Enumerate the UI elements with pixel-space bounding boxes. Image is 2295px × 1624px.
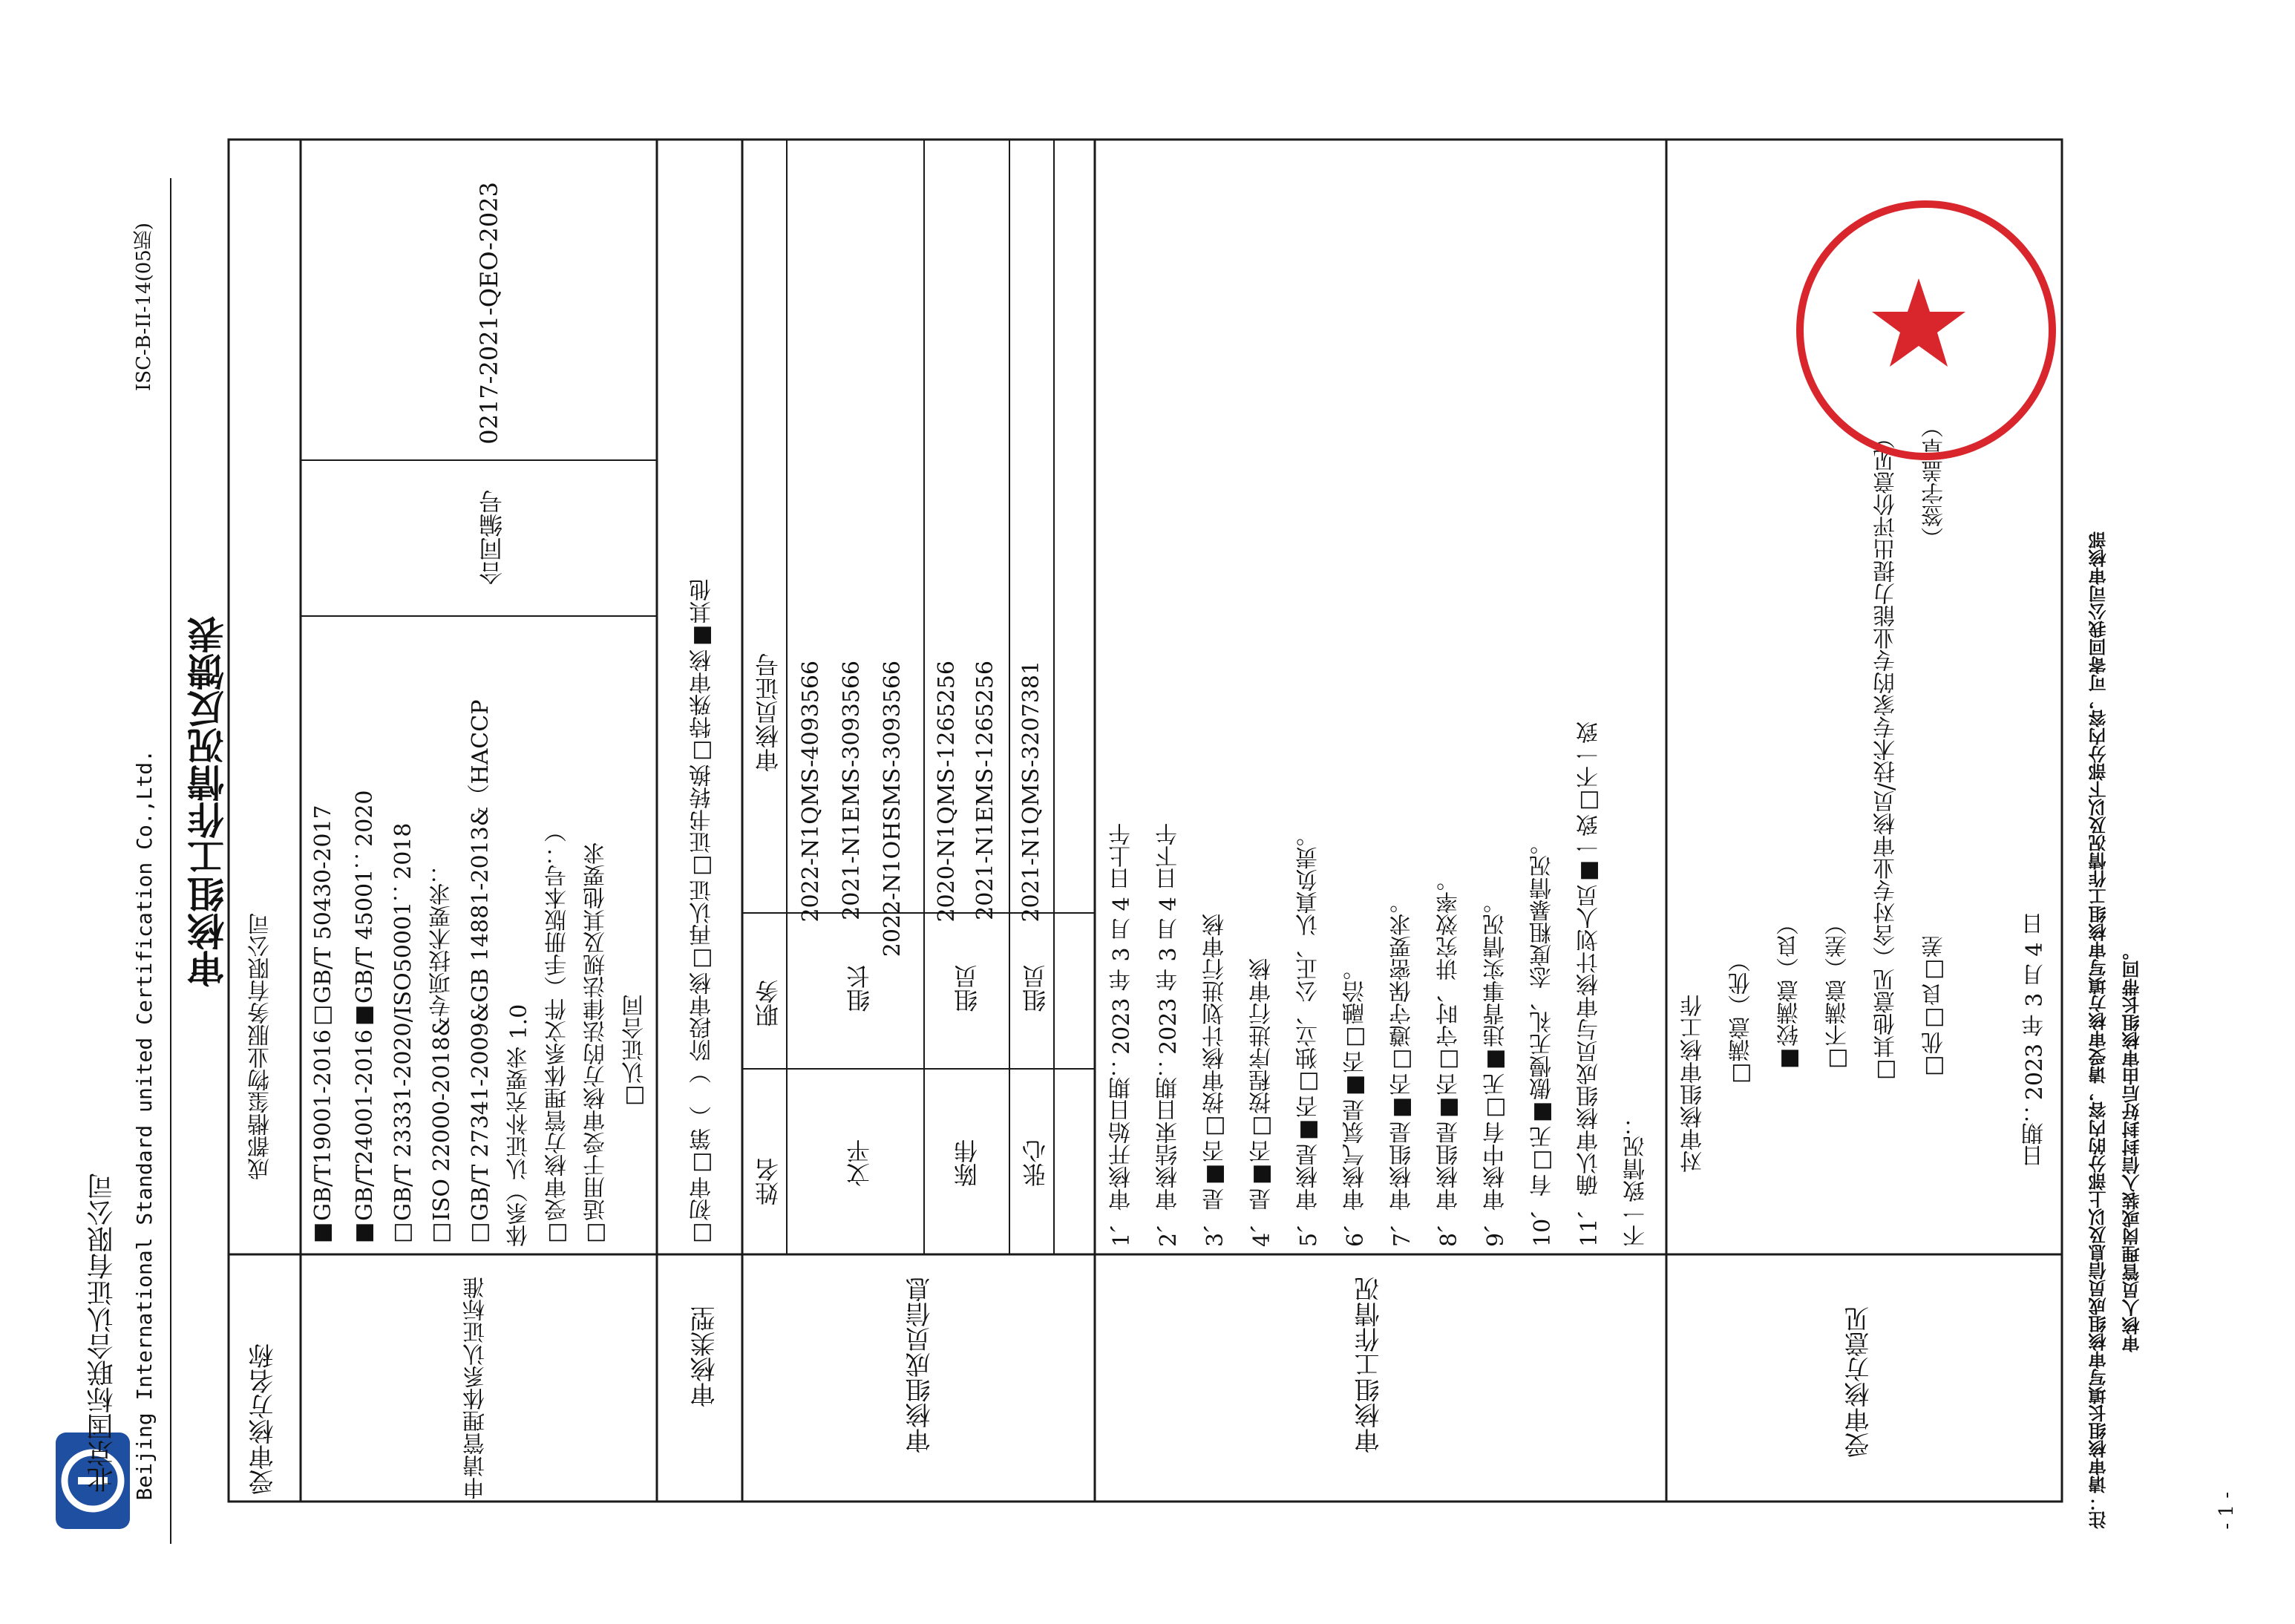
auditee-label: 受审核方名称 (249, 1343, 278, 1495)
work-item: 1、审核开始日期：2023 年 3 月 4 日上午 (1109, 822, 1135, 1247)
member-name: 文平 (845, 1139, 874, 1187)
member-cert: 2022-N1OHSMS-3093566 (880, 661, 906, 957)
audit-type-label: 审核类型 (690, 1306, 720, 1407)
standard-line-3: □GB/T 23331-2020/ISO50001：2018 (390, 822, 416, 1247)
standard-line-4: □ISO 22000-2018&专项技术要求： (429, 860, 455, 1247)
standard-line-6: 体系）认证补充要求 1.0 (506, 1003, 532, 1247)
opinion-label: 受审核方意见 (1844, 1306, 1874, 1458)
work-item: 2、审核结束日期：2023 年 3 月 4 日下午 (1156, 822, 1182, 1247)
opinion-option: □不满意（差） (1825, 913, 1851, 1073)
standards-label: 申请管理体系认证标准 (463, 1277, 489, 1499)
page-title: 审核组工作情况反馈表 (186, 616, 230, 987)
team-header-role: 职务 (754, 980, 782, 1027)
form-code: ISC-B-II-14(05版) (133, 223, 155, 391)
work-item: 不一致情况： (1623, 1113, 1649, 1247)
member-cert: 2022-N1QMS-4093566 (798, 661, 824, 923)
member-cert: 2021-N1EMS-1265256 (972, 661, 998, 920)
team-header-cert: 审核员证号 (754, 653, 782, 772)
audit-type-value: □初审□第（ ）阶段审核□再认证□证书转换□特殊审核■其他 (690, 579, 716, 1247)
opinion-option: □优□良□差 (1922, 935, 1948, 1080)
work-item: 10、有□无■傲慢无礼、态度粗暴情况。 (1530, 832, 1556, 1247)
work-item: 7、审核组是■否□遵守保密要求。 (1389, 891, 1415, 1247)
member-cert: 2021-N1QMS-3207381 (1018, 661, 1044, 923)
standard-line-9: □认证合同 (622, 995, 648, 1110)
opinion-option: □其他意见（含对专业审核员/技术专家的专业能力提出评价意见） (1873, 426, 1899, 1084)
opinion-option: □满意（优） (1729, 950, 1755, 1087)
member-role: 组员 (953, 965, 981, 1012)
team-label: 审核组成员信息 (906, 1277, 935, 1453)
standard-line-5: □GB/T 27341-2009&GB 14881-2013&（HACCP (468, 699, 494, 1247)
member-role: 组长 (845, 965, 874, 1012)
auditee-value: 成都楷玺物业服务有限公司 (248, 913, 274, 1180)
work-item: 6、审核气氛是■否□融洽。 (1343, 957, 1369, 1247)
work-item: 4、是■否□按程序进行审核 (1249, 957, 1275, 1247)
contract-label: 合同编号 (478, 490, 506, 585)
member-cert: 2020-N1QMS-1265256 (934, 661, 960, 923)
opinion-item: 对审核组审核工作 (1680, 995, 1706, 1173)
team-header-name: 姓名 (754, 1158, 782, 1205)
member-name: 张心 (1021, 1139, 1050, 1187)
standard-line-1: ■GB/T19001-2016□GB/T 50430-2017 (310, 805, 336, 1247)
company-stamp-icon (1796, 200, 2056, 460)
work-item: 3、是■否□按审核计划进行审核 (1202, 913, 1228, 1247)
sign-label: （签字盖章） (1922, 416, 1948, 549)
work-item: 11、确认审核组成员与审核计划人员■一致□不一致 (1577, 721, 1602, 1247)
work-item: 9、审核中有□无■违背事实情况。 (1483, 891, 1509, 1247)
member-name: 陈伟 (953, 1139, 981, 1187)
footnote-line-1: 注：请审核组长填写审核组成员信息及以上部分的内容，请受审核方填写审核组工作情况及以下部分内容，可寄回我公司审核部 (2088, 531, 2109, 1529)
standard-line-2: ■GB/T24001-2016■GB/T 45001：2020 (352, 790, 378, 1247)
footnote-line-2: 审核人员管理岗或装入信封封好后由审核组长带回。 (2121, 943, 2143, 1352)
opinion-option: ■较满意（良） (1777, 913, 1803, 1073)
work-label: 审核组工作情况 (1355, 1277, 1384, 1453)
work-item: 5、审核是■否□独立、公正、认真负责。 (1296, 824, 1322, 1247)
page-number: - 1 - (2216, 1492, 2238, 1530)
member-cert: 2021-N1EMS-3093566 (839, 661, 865, 920)
date-label: 日期：2023 年 3 月 4 日 (2022, 913, 2048, 1168)
company-name-cn: 北京国标联合认证有限公司 (87, 1173, 117, 1493)
work-item: 8、审核组是■否□守时、讲究效率。 (1436, 868, 1462, 1247)
standard-line-8: □适用于受审核方的法律法规及其他要求 (583, 842, 609, 1247)
company-name-en: Beijing International Standard united Certification Co.,Ltd. (132, 750, 157, 1501)
contract-value: 0217-2021-QEO-2023 (475, 182, 503, 445)
standard-line-7: □受审核方管理体系文件（手册版本号：） (545, 820, 571, 1247)
member-role: 组员 (1021, 965, 1050, 1012)
